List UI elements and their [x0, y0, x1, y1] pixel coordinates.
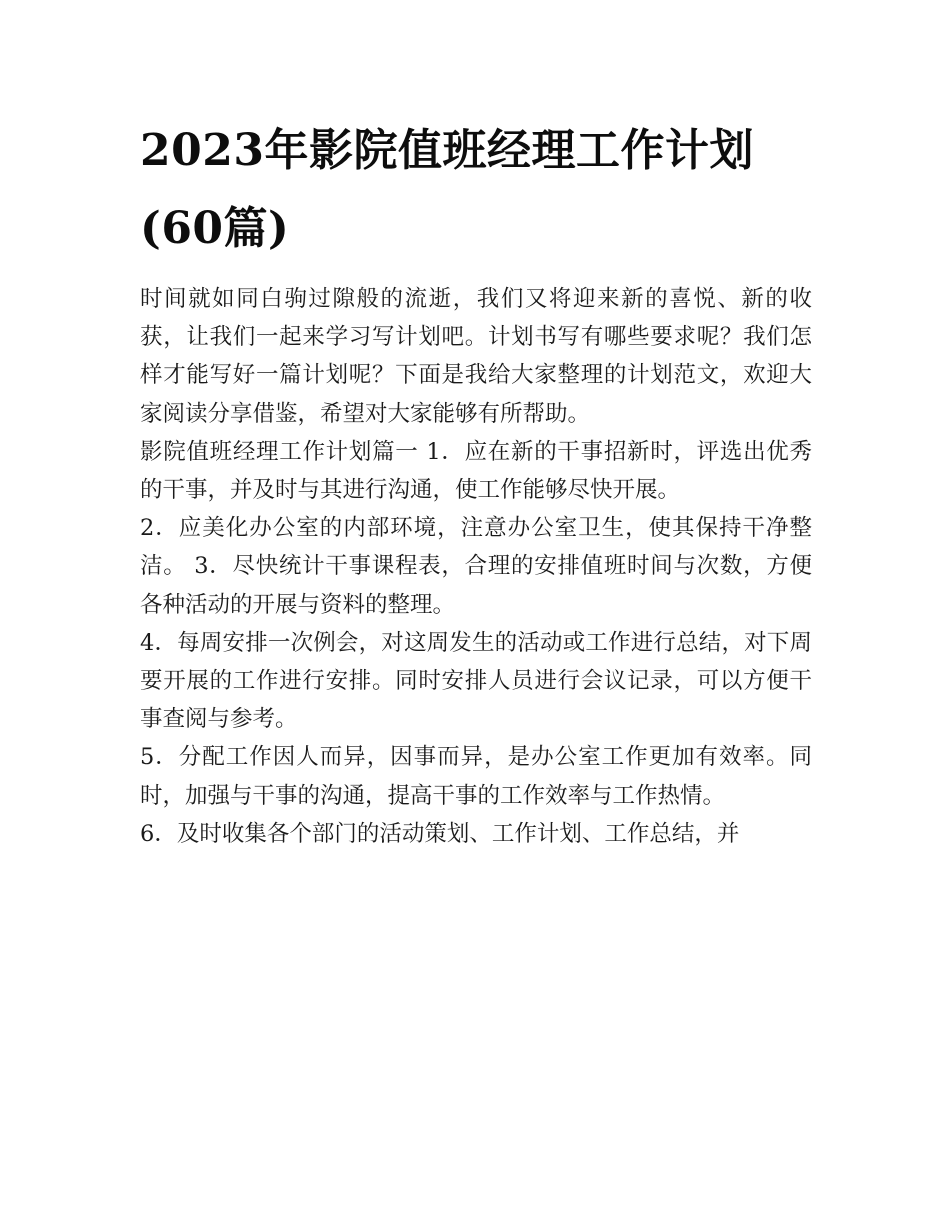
paragraph-item-6: 6．及时收集各个部门的活动策划、工作计划、工作总结，并: [140, 820, 740, 847]
paragraph-intro: 时间就如同白驹过隙般的流逝，我们又将迎来新的喜悦、新的收获，让我们一起来学习写计划吧。计划书写有哪些要求呢？我们怎样才能写好一篇计划呢？下面是我给大家整理的计划范文，欢迎大家阅读分享借鉴，希望对大家能够有所帮助。: [140, 286, 812, 427]
title-line-2: (60篇): [140, 203, 290, 254]
document-body: [140, 280, 812, 853]
paragraph-item-5: 5．分配工作因人而异，因事而异，是办公室工作更加有效率。同时，加强与干事的沟通，提高干事的工作效率与工作热情。: [140, 744, 812, 809]
paragraph-item-2-3: 2．应美化办公室的内部环境，注意办公室卫生，使其保持干净整洁。 3．尽快统计干事课程表，合理的安排值班时间与次数，方便各种活动的开展与资料的整理。: [140, 515, 812, 618]
title-line-1: 2023年影院值班经理工作计划: [140, 125, 754, 176]
paragraph-item-4: 4．每周安排一次例会，对这周发生的活动或工作进行总结，对下周要开展的工作进行安排。同时安排人员进行会议记录，可以方便干事查阅与参考。: [140, 629, 812, 733]
document-content: [140, 112, 812, 853]
document-title: [140, 112, 812, 268]
paragraph-item-1: 影院值班经理工作计划篇一 1．应在新的干事招新时，评选出优秀的干事，并及时与其进行沟通，使工作能够尽快开展。: [140, 438, 812, 504]
